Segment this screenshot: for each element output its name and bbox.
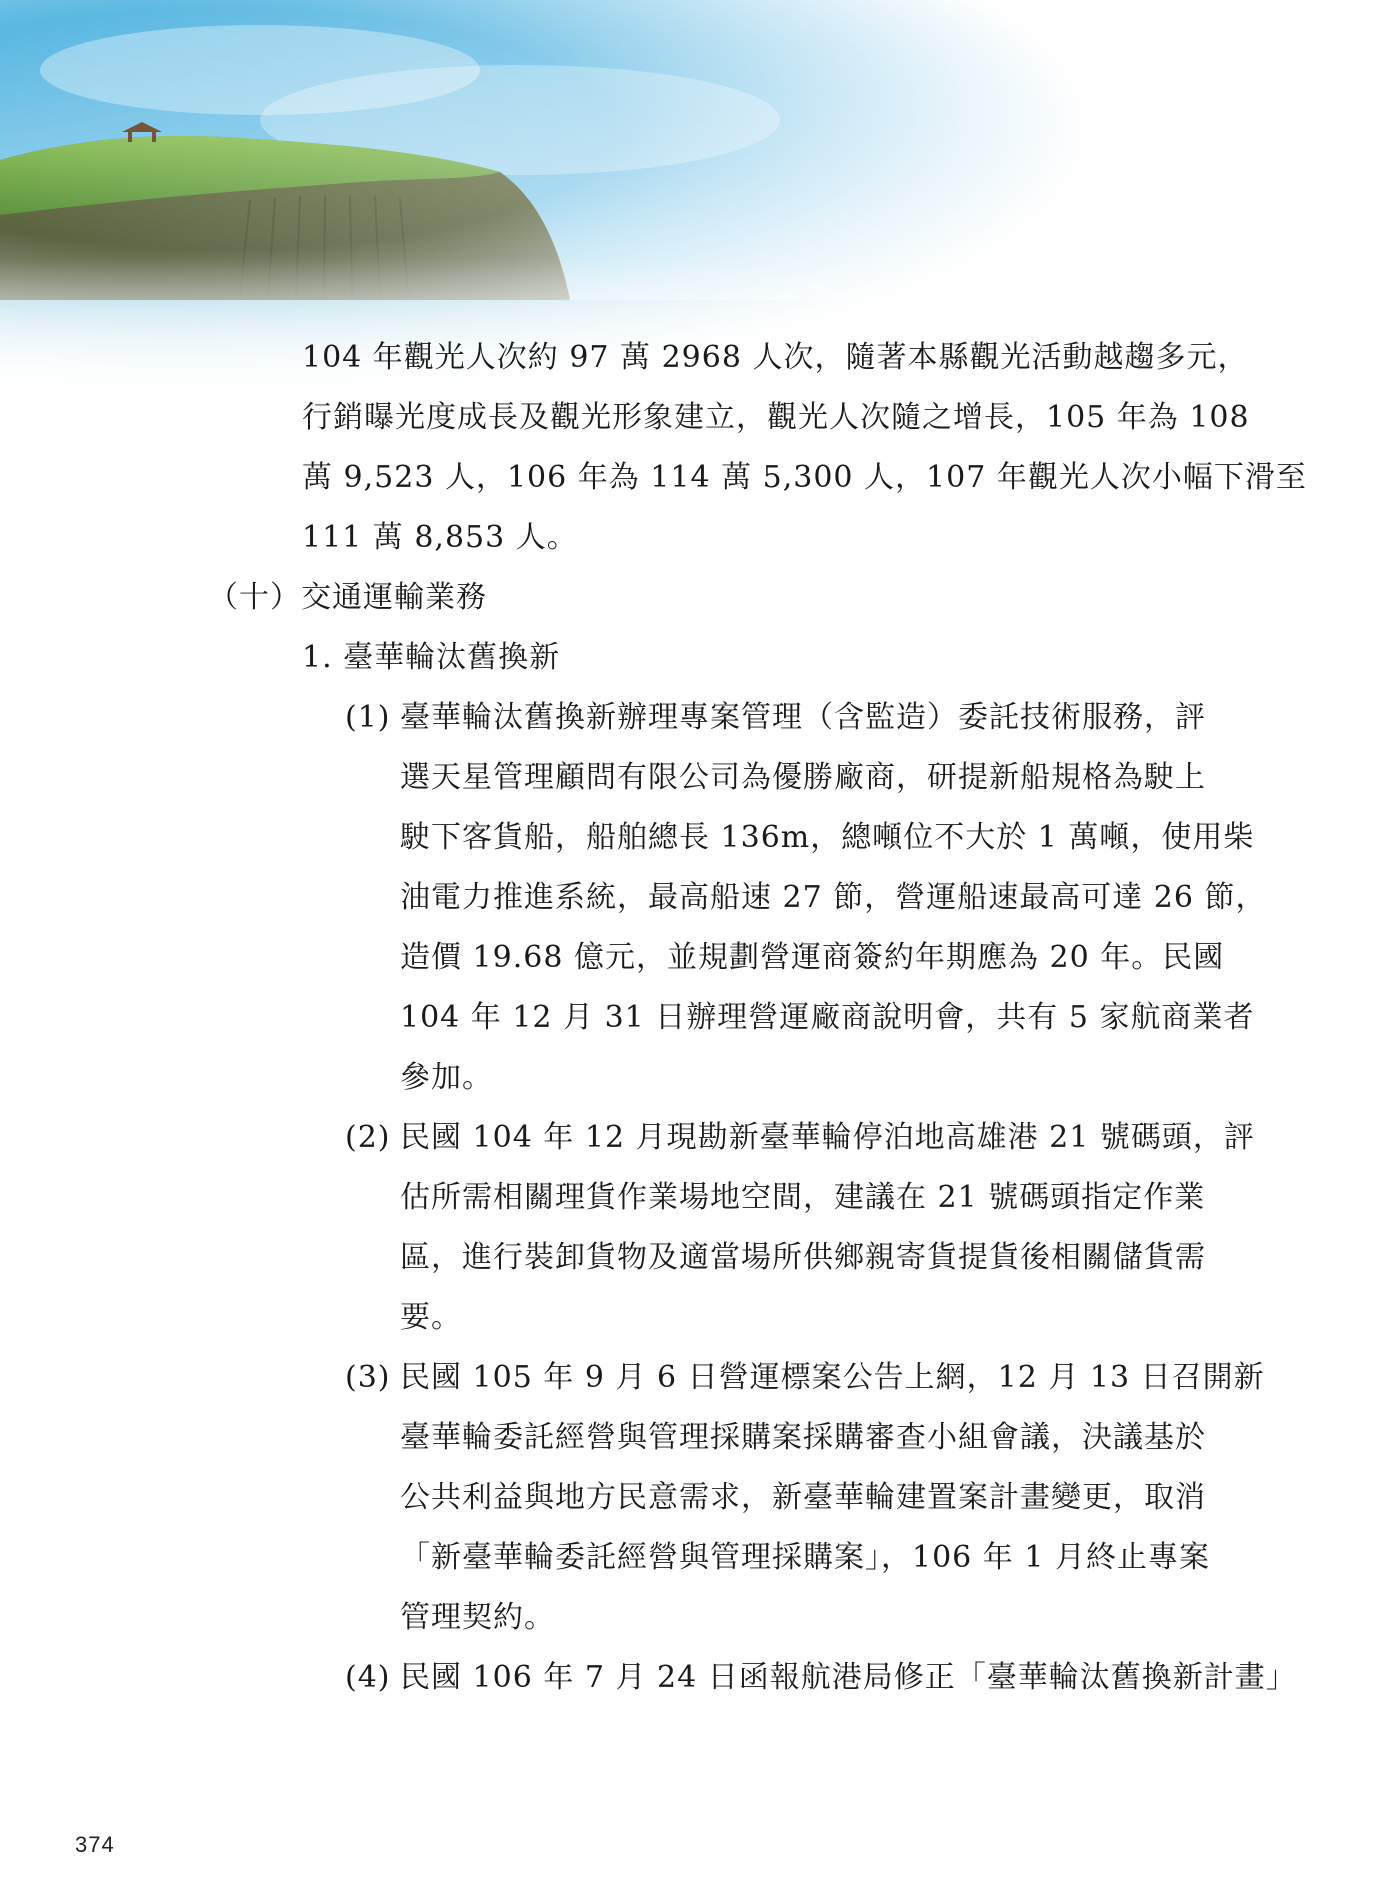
text-line: 公共利益與地方民意需求，新臺華輪建置案計畫變更，取消 xyxy=(400,1480,1206,1515)
section-heading: （十）交通運輸業務 xyxy=(208,580,487,615)
item-marker: (2) xyxy=(345,1120,391,1155)
text-line: 111 萬 8,853 人。 xyxy=(302,520,578,555)
text-line: 臺華輪委託經營與管理採購案採購審查小組會議，決議基於 xyxy=(400,1420,1206,1455)
text-line: 選天星管理顧問有限公司為優勝廠商，研提新船規格為駛上 xyxy=(400,760,1206,795)
text-line: 駛下客貨船，船舶總長 136m，總噸位不大於 1 萬噸，使用柴 xyxy=(400,820,1255,855)
text-line: 參加。 xyxy=(400,1060,493,1095)
text-line: 臺華輪汰舊換新辦理專案管理（含監造）委託技術服務，評 xyxy=(400,700,1206,735)
text-line: 行銷曝光度成長及觀光形象建立，觀光人次隨之增長，105 年為 108 xyxy=(302,400,1250,435)
text-line: 「新臺華輪委託經營與管理採購案」，106 年 1 月終止專案 xyxy=(400,1540,1210,1575)
text-line: 油電力推進系統，最高船速 27 節，營運船速最高可達 26 節， xyxy=(400,880,1267,915)
text-line: 104 年觀光人次約 97 萬 2968 人次，隨著本縣觀光活動越趨多元， xyxy=(302,340,1249,375)
text-line: 民國 106 年 7 月 24 日函報航港局修正「臺華輪汰舊換新計畫」 xyxy=(400,1660,1297,1695)
text-line: 估所需相關理貨作業場地空間，建議在 21 號碼頭指定作業 xyxy=(400,1180,1206,1215)
item-marker: (3) xyxy=(345,1360,391,1395)
page-number: 374 xyxy=(75,1832,115,1857)
text-line: 管理契約。 xyxy=(400,1600,555,1635)
text-line: 104 年 12 月 31 日辦理營運廠商說明會，共有 5 家航商業者 xyxy=(400,1000,1255,1035)
subheading: 1. 臺華輪汰舊換新 xyxy=(302,640,561,675)
text-line: 造價 19.68 億元，並規劃營運商簽約年期應為 20 年。民國 xyxy=(400,940,1225,975)
item-marker: (4) xyxy=(345,1660,391,1695)
text-line: 民國 105 年 9 月 6 日營運標案公告上網，12 月 13 日召開新 xyxy=(400,1360,1265,1395)
item-marker: (1) xyxy=(345,700,391,735)
text-line: 萬 9,523 人，106 年為 114 萬 5,300 人，107 年觀光人次小幅下滑至 xyxy=(302,460,1307,495)
text-line: 民國 104 年 12 月現勘新臺華輪停泊地高雄港 21 號碼頭，評 xyxy=(400,1120,1255,1155)
text-line: 要。 xyxy=(400,1300,462,1335)
text-line: 區，進行裝卸貨物及適當場所供鄉親寄貨提貨後相關儲貨需 xyxy=(400,1240,1206,1275)
